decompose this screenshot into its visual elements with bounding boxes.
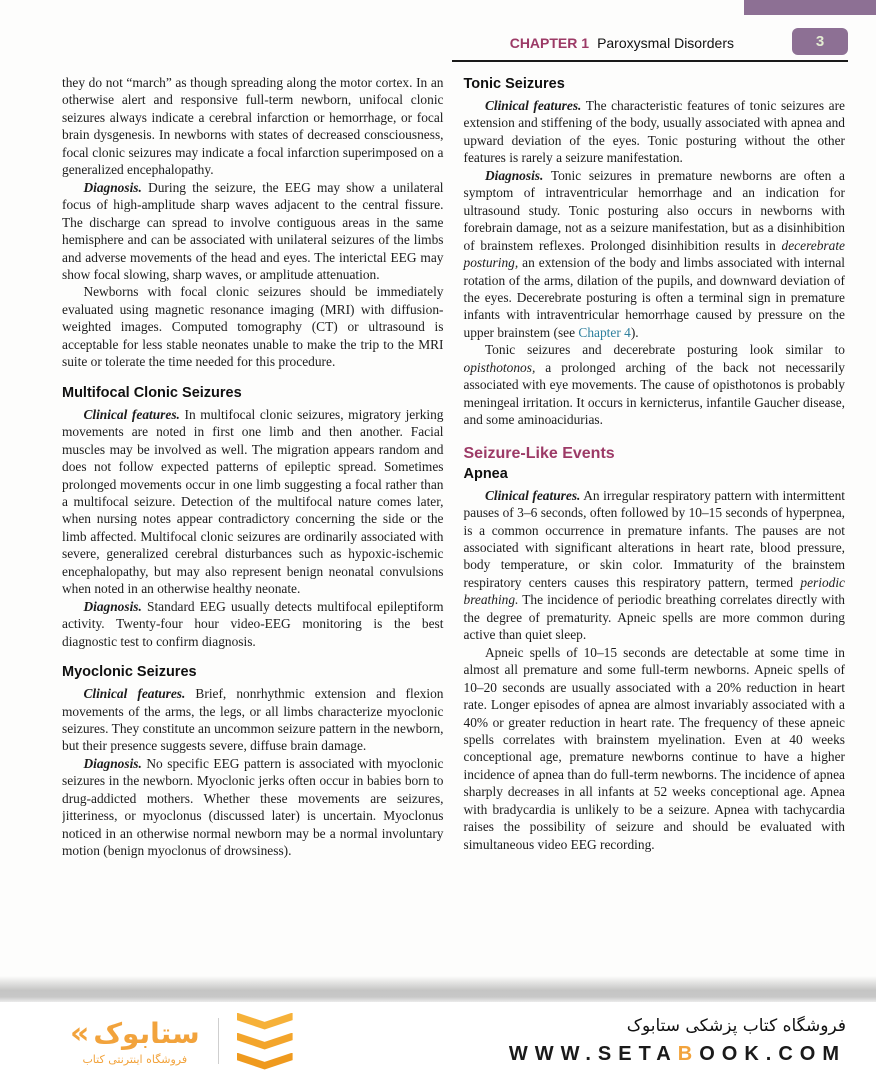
paragraph — [62, 685, 444, 755]
text-segment: they do not “march” as though spreading along the motor cortex. In an otherwise alert and responsive full-term newborn, unifocal clonic seizures always indicate a cerebral infarction or hemorrhage, or focal brain dysgenesis. In newborns with states of decreased consciousness, focal clonic seizures may indicate a focal infarction superimposed on a generalized encephalopathy. — [62, 75, 444, 178]
subsection-heading: Tonic Seizures — [463, 76, 565, 92]
footer-brand-group — [70, 1013, 293, 1070]
paragraph — [62, 598, 444, 650]
text-segment: In multifocal clonic seizures, migratory jerking movements are noted in first one limb and then another. Facial muscles may be involved as well. The migration appears random and does not follow expected patterns of epileptic spread. Sometimes prolonged movements occur in one limb suggesting a focal rather than a multifocal seizure. Detection of the multifocal nature comes later, when nursing notes appear contradictory concerning the side or the limb affected. Multifocal clonic seizures are ordinarily associated with severe, generalized cerebral disturbances such as hypoxic-ischemic encephalopathy, but may also represent benign neonatal convulsions when noted in an otherwise healthy neonate. — [62, 406, 444, 597]
subsection-heading: Multifocal Clonic Seizures — [62, 384, 242, 401]
text-segment: an extension of the body and limbs associated with internal rotation of the arms, dilation of the pupils, and downward deviation of the eyes. Decerebrate posturing is often a terminal sign in premature infants with intraventricular hemorrhage caused by pressure on the upper brainstem (see — [463, 255, 845, 340]
paragraph-lead-label: Diagnosis. — [83, 598, 142, 614]
text-segment: Tonic seizures in premature newborns are often a symptom of intraventricular hemorrhage and an indication for ultrasound study. Tonic posturing also occurs in newborns with forebrain damage, not as a seizure manifestation, but as a disinhibition of brainstem reflexes. Prolonged disinhibition results in — [463, 167, 845, 253]
paragraph — [464, 97, 846, 167]
paragraph-lead-label: Clinical features. — [83, 406, 180, 422]
guillemet-mark: « — [70, 1016, 90, 1051]
paragraph — [62, 406, 444, 598]
paragraph-lead-label: Clinical features. — [484, 98, 582, 113]
page-number-badge: 3 — [792, 28, 848, 55]
paragraph-lead-label: Clinical features. — [83, 686, 186, 702]
footer — [0, 1002, 876, 1080]
text-segment: a prolonged arching of the back not necessarily associated with eye movements. The cause of opisthotonos is probably meningeal irritation. It occurs in kernicterus, infantile Gaucher disease, and some aminoacidurias. — [463, 359, 845, 428]
article-columns — [62, 74, 845, 988]
paragraph — [62, 755, 444, 860]
chapter-label: CHAPTER 1 — [509, 35, 590, 51]
footer-store-group — [509, 1016, 846, 1066]
text-segment: Apneic spells of 10–15 seconds are detectable at some time in almost all premature and some full-term newborns. Apneic spells of 10–20 seconds are usually associated with a 20% reduction in heart rate. Longer episodes of apnea are almost invariably associated with a 40% or greater reduction in heart rate. The frequency of these apneic spells correlates with brainstem myelination. Even at 40 weeks conceptional age, premature newborns continue to have a higher incidence of apnea than do full-term newborns. The incidence of apnea sharply decreases in all infants at 52 weeks conceptional age. Apnea with bradycardia is unlikely to be a seizure. Apnea with tachycardia raises the possibility of seizure and should be evaluated with simultaneous video EEG recording. — [463, 644, 845, 852]
section-heading: Seizure-Like Events — [463, 444, 615, 462]
corner-decoration — [744, 0, 876, 15]
paragraph — [62, 179, 444, 284]
chevron-shape-middle — [237, 1033, 293, 1050]
footer-divider — [218, 1018, 219, 1064]
paragraph-lead-label: Diagnosis. — [83, 179, 142, 195]
text-segment: Newborns with focal clonic seizures should be immediately evaluated using magnetic resonance imaging (MRI) with diffusion-weighted images. Computed tomography (CT) or ultrasound is acceptable for less stable neonates unable to make the trip to the MRI suite or tolerate the time needed for this procedure. — [62, 284, 444, 370]
text-segment: An irregular respiratory pattern with intermittent pauses of 3–6 seconds, often followed by 10–15 seconds of hyperpnea, is a common occurrence in premature infants. The pauses are not associated with significant alterations in heart rate, blood pressure, body temperature, or skin color. Immaturity of the brainstem respiratory centers causes this respiratory pattern, termed — [463, 487, 845, 590]
store-name-persian: فروشگاه کتاب پزشکی ستابوک — [626, 1016, 846, 1036]
url-segment: B — [677, 1043, 700, 1065]
paragraph-lead-label: Clinical features. — [484, 487, 581, 503]
logo-persian-name: ستابوک — [93, 1017, 200, 1050]
setabook-wordmark-logo[interactable] — [70, 1016, 200, 1066]
subsection-heading: Apnea — [463, 465, 508, 482]
text-segment: ). — [630, 324, 639, 340]
paragraph — [62, 283, 444, 370]
url-segment: WWW.SETA — [508, 1043, 678, 1065]
paragraph — [464, 167, 846, 342]
logo-tagline: فروشگاه اینترنتی کتاب — [82, 1053, 188, 1066]
subsection-heading: Myoclonic Seizures — [62, 664, 197, 681]
chevron-shape-bottom — [237, 1053, 293, 1070]
url-segment: OOK.COM — [699, 1043, 846, 1065]
text-segment: The incidence of periodic breathing correlates directly with the degree of prematurity. Apneic spells are more common during active than quiet sleep. — [463, 592, 845, 643]
paragraph-lead-label: Diagnosis. — [484, 167, 544, 183]
paragraph — [464, 487, 846, 644]
paragraph-lead-label: Diagnosis. — [83, 755, 142, 771]
text-segment: Tonic seizures and decerebrate posturing look similar to — [484, 342, 845, 358]
right-column — [464, 74, 846, 988]
text-segment: opisthotonos, — [463, 359, 536, 375]
text-segment: Standard EEG usually detects multifocal epileptiform activity. Twenty-four hour video-EEG monitoring is the best diagnostic test to confirm diagnosis. — [62, 598, 444, 649]
text-segment: periodic breathing. — [463, 574, 845, 608]
paragraph — [464, 341, 846, 428]
text-segment: During the seizure, the EEG may show a unilateral focus of high-amplitude sharp waves adjacent to the central fissure. The discharge can spread to involve contiguous areas in the same hemisphere and can be associated with unilateral seizures of the limbs and adverse movements of the head and eyes. The interictal EEG may show focal slowing, sharp waves, or amplitude attenuation. — [62, 179, 444, 282]
left-column — [62, 74, 444, 988]
text-segment: The characteristic features of tonic seizures are extension and stiffening of the body, usually associated with apnea and upward deviation of the eyes. Tonic posturing without the other features is rarely a seizure manifestation. — [463, 98, 845, 166]
paragraph — [62, 74, 444, 179]
text-segment: Brief, nonrhythmic extension and flexion movements of the arms, the legs, or all limbs characterize myoclonic seizures. They constitute an uncommon seizure pattern in the newborn, but their presence suggests severe, diffuse brain damage. — [62, 686, 444, 754]
text-segment: No specific EEG pattern is associated with myoclonic seizures in the newborn. Myoclonic jerks often occur in babies born to drug-addicted mothers. Whether these movements are seizures, jitteriness, or myoclonus (discussed later) is uncertain. Myoclonus noticed in an otherwise normal newborn may be a normal involuntary motion (benign myoclonus of drowsiness). — [62, 755, 444, 859]
paragraph — [464, 644, 846, 853]
chapter-cross-reference-link[interactable]: Chapter 4 — [578, 324, 631, 340]
header-rule — [452, 26, 848, 62]
store-url-link[interactable] — [509, 1043, 846, 1066]
chevron-shape-top — [237, 1013, 293, 1030]
text-segment: decerebrate posturing, — [463, 237, 845, 271]
chapter-title: Paroxysmal Disorders — [597, 35, 734, 51]
setabook-chevron-icon — [237, 1013, 293, 1070]
